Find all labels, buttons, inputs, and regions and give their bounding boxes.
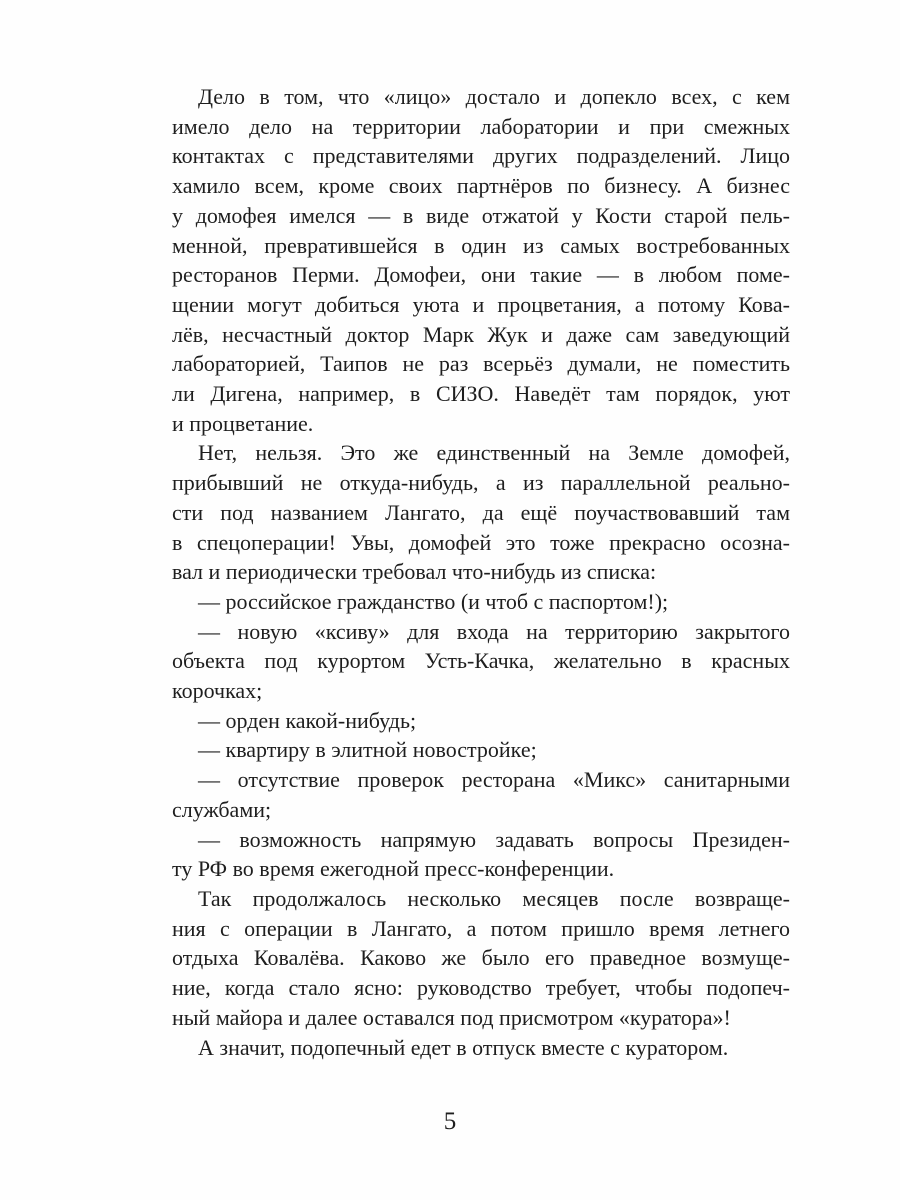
text-line: и процветание. — [172, 410, 314, 436]
text-line: — орден какой-нибудь; — [198, 707, 417, 733]
text-line: ния с операции в Лангато, а потом пришло время летнего — [172, 915, 790, 941]
paragraph — [172, 587, 790, 617]
text-line: ли Дигена, например, в СИЗО. Наведёт там порядок, уют — [172, 381, 790, 407]
paragraph — [172, 765, 790, 824]
text-line: Нет, нельзя. Это же единственный на Земле домофей, — [198, 440, 790, 466]
paragraph — [172, 617, 790, 706]
page-number: 5 — [443, 1108, 457, 1135]
text-line: — отсутствие проверок ресторана «Микс» санитарными — [198, 767, 790, 793]
text-line: — возможность напрямую задавать вопросы Президен- — [198, 826, 790, 852]
paragraph — [172, 706, 790, 736]
text-line: ние, когда стало ясно: руководство требует, чтобы подопеч- — [172, 975, 790, 1001]
paragraph — [172, 735, 790, 765]
text-line: ресторанов Перми. Домофеи, они такие — в любом поме- — [172, 262, 790, 288]
paragraph — [172, 825, 790, 884]
paragraph — [172, 1033, 790, 1063]
text-line: контактах с представителями других подразделений. Лицо — [172, 143, 790, 169]
text-line: объекта под курортом Усть-Качка, желательно в красных — [172, 648, 790, 674]
text-line: Дело в том, что «лицо» достало и допекло всех, с кем — [198, 84, 790, 109]
text-line: лёв, несчастный доктор Марк Жук и даже сам заведующий — [172, 321, 790, 347]
paragraph — [172, 438, 790, 587]
text-line: Так продолжалось несколько месяцев после возвраще- — [198, 885, 790, 911]
text-line: в спецоперации! Увы, домофей это тоже прекрасно осозна- — [172, 529, 790, 555]
text-line: корочках; — [172, 678, 263, 704]
text-line: А значит, подопечный едет в отпуск вместе с куратором. — [198, 1034, 729, 1060]
text-line: ту РФ во время ежегодной пресс-конференции. — [172, 856, 615, 882]
body-text — [172, 82, 790, 1062]
text-line: щении могут добиться уюта и процветания, а потому Кова- — [172, 291, 790, 317]
text-line: отдыха Ковалёва. Каково же было его праведное возмуще- — [172, 945, 790, 971]
paragraph — [172, 884, 790, 1033]
text-line: — квартиру в элитной новостройке; — [198, 737, 537, 763]
text-line: прибывший не откуда-нибудь, а из параллельной реально- — [172, 470, 790, 496]
text-line: службами; — [172, 796, 272, 822]
text-line: хамило всем, кроме своих партнёров по бизнесу. А бизнес — [172, 173, 790, 199]
text-line: менной, превратившейся в один из самых востребованных — [172, 232, 790, 258]
text-line: у домофея имелся — в виде отжатой у Кости старой пель- — [172, 202, 790, 228]
text-line: — российское гражданство (и чтоб с паспортом!); — [198, 588, 669, 614]
text-line: имело дело на территории лаборатории и при смежных — [172, 113, 790, 139]
paragraph — [172, 82, 790, 438]
text-line: лабораторией, Таипов не раз всерьёз думали, не поместить — [172, 351, 790, 377]
text-line: вал и периодически требовал что-нибудь из списка: — [172, 559, 657, 585]
text-line: ный майора и далее оставался под присмотром «куратора»! — [172, 1004, 731, 1030]
text-line: сти под названием Лангато, да ещё поучаствовавший там — [172, 499, 790, 525]
text-line: — новую «ксиву» для входа на территорию закрытого — [198, 618, 790, 644]
